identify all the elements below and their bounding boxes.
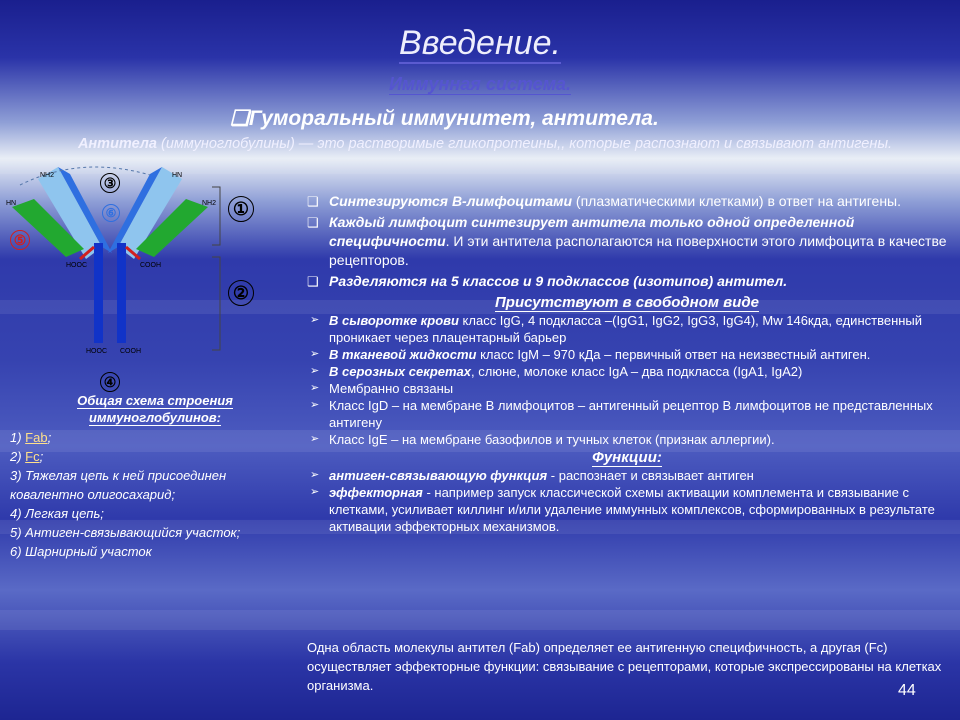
- functions-heading: Функции:: [592, 449, 662, 466]
- arrow-bullet-icon: ➢: [310, 399, 320, 411]
- marker-5: ⑤: [10, 230, 30, 250]
- legend-item: 1) Fab;: [10, 430, 52, 445]
- legend-item: 3) Тяжелая цепь к ней присоединен ковалентно олигосахарид;: [10, 468, 227, 502]
- free-item: ➢ Мембранно связаны: [310, 381, 454, 396]
- label-nh2-left: NH2: [40, 172, 55, 179]
- closing-paragraph: Одна область молекулы антител (Fab) определяет ее антигенную специфичность, а другая (Fc) осуществляет эффекторные функции: связывание с рецепторами, которые экспрессированы на клетках организма.: [307, 640, 942, 693]
- marker-1: ①: [228, 196, 254, 222]
- arrow-bullet-icon: ➢: [310, 486, 320, 498]
- arrow-bullet-icon: ➢: [310, 314, 320, 326]
- checkbox-bullet-icon: ❑: [307, 215, 319, 230]
- legend-item: 6) Шарнирный участок: [10, 544, 152, 559]
- marker-6: ⑥: [102, 204, 120, 222]
- free-item: ➢ В серозных секретах, слюне, молоке класс IgA – два подкласса (IgA1, IgA2): [310, 364, 803, 379]
- diagram-legend: [10, 428, 290, 561]
- free-form-heading: Присутствуют в свободном виде: [495, 294, 759, 311]
- label-hn-left: HN: [6, 200, 17, 207]
- legend-item: 4) Легкая цепь;: [10, 506, 104, 521]
- function-item: ➢ эффекторная - например запуск классической схемы активации комплемента и связывание с клетками, усиливает киллинг и/или удаление иммунных комплексов, сформированных в результате активации эффекторных механизмов.: [310, 485, 935, 534]
- main-bullets: [307, 192, 947, 535]
- slide-subtitle: Иммунная система.: [388, 74, 572, 94]
- fc-link[interactable]: Fc: [25, 449, 40, 464]
- free-item: ➢ Класс IgD – на мембране В лимфоцитов – антигенный рецептор В лимфоцитов не представленных антигену: [310, 398, 933, 430]
- page-number: 44: [898, 682, 916, 699]
- checkbox-bullet-icon: ❑: [307, 274, 319, 289]
- bullet-item: ❑ Разделяются на 5 классов и 9 подклассов (изотипов) антител.: [307, 273, 788, 289]
- marker-2: ②: [228, 280, 254, 306]
- function-item: ➢ антиген-связывающую функция - распознает и связывает антиген: [310, 468, 754, 483]
- arrow-bullet-icon: ➢: [310, 382, 320, 394]
- checkbox-bullet-icon: ❑: [307, 194, 319, 209]
- domain-brackets: [212, 187, 220, 350]
- legend-item: 2) Fc;: [10, 449, 44, 464]
- arrow-bullet-icon: ➢: [310, 365, 320, 377]
- diagram-caption: Общая схема строения иммуноглобулинов:: [77, 393, 233, 425]
- bullet-item: ❑ Каждый лимфоцит синтезирует антитела только одной определенной специфичности. И эти антитела располагаются на поверхности этого лимфоцита в качестве рецепторов.: [307, 214, 947, 268]
- slide-title: Введение.: [399, 24, 561, 62]
- label-hooc-left: HOOC: [66, 262, 87, 269]
- arrow-bullet-icon: ➢: [310, 433, 320, 445]
- free-item: ➢ В сыворотке крови класс IgG, 4 подкласса –(IgG1, IgG2, IgG3, IgG4), Mw 146кда, единственный проникает через плацентарный барьер: [310, 313, 923, 345]
- arrow-bullet-icon: ➢: [310, 469, 320, 481]
- label-cooh-right: COOH: [140, 262, 161, 269]
- free-item: ➢ Класс IgE – на мембране базофилов и тучных клеток (признак аллергии).: [310, 432, 775, 447]
- label-hooc-bottom: HOOC: [86, 348, 107, 355]
- free-item: ➢ В тканевой жидкости класс IgM – 970 кДа – первичный ответ на неизвестный антиген.: [310, 347, 871, 362]
- bullet-item: ❑ Синтезируются В-лимфоцитами (плазматическими клетками) в ответ на антигены.: [307, 193, 902, 209]
- intro-paragraph: Антитела (иммуноглобулины) — это растворимые гликопротеины,, которые распознают и связывают антигены.: [77, 136, 893, 152]
- fc-chain-right: [117, 243, 126, 343]
- label-cooh-bottom: COOH: [120, 348, 141, 355]
- legend-item: 5) Антиген-связывающийся участок;: [10, 525, 241, 540]
- checkbox-bullet-icon: ❑: [230, 107, 249, 130]
- antibody-diagram: [0, 165, 300, 395]
- marker-3: ③: [100, 173, 120, 193]
- label-nh2-right: NH2: [202, 200, 217, 207]
- arrow-bullet-icon: ➢: [310, 348, 320, 360]
- section-heading: ❑Гуморальный иммунитет, антитела.: [230, 107, 659, 130]
- label-hn-right: HN: [172, 172, 183, 179]
- fab-link[interactable]: Fab: [25, 430, 48, 445]
- marker-4: ④: [100, 372, 120, 392]
- fc-chain-left: [94, 243, 103, 343]
